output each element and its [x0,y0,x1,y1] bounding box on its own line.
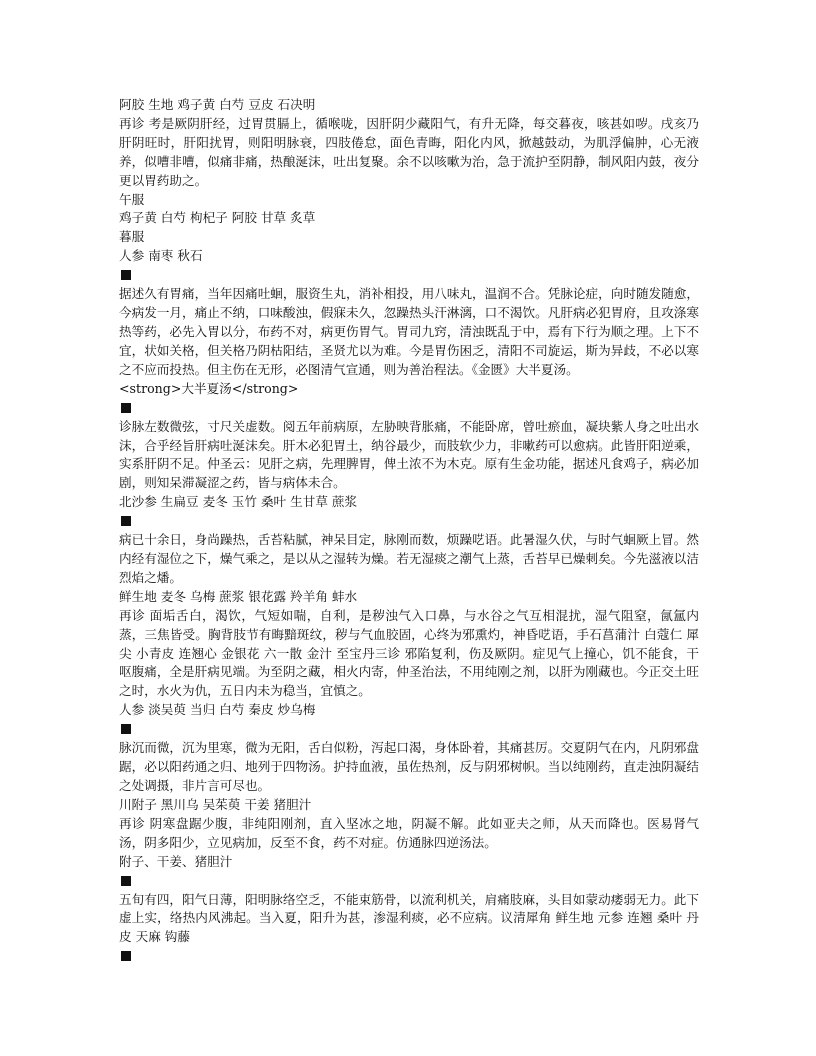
section-separator-square-icon [121,516,131,526]
section-separator-square-icon [121,951,131,961]
text-line: 鸡子黄 白芍 枸杞子 阿胶 甘草 炙草 [119,210,316,226]
text-line: 北沙参 生扁豆 麦冬 玉竹 桑叶 生甘草 蔗浆 [119,494,358,510]
text-line: 午服 [119,191,145,207]
text-paragraph: 五旬有四，阳气日薄，阳明脉络空乏，不能束筋骨，以流利机关，肩痛肢麻，头目如蒙动痿弱无力。此下虚上实，络热内风沸起。当入夏，阳升为甚，渗湿利痰，必不应病。议清犀角 鲜生地 元参 连翘 桑叶 丹皮 天麻 钩藤 [119,891,699,945]
text-paragraph: 再诊 考是厥阴肝经，过胃贯膈上，循喉咙，因肝阴少藏阳气，有升无降，每交暮夜，咳甚如哕。戌亥乃肝阴旺时，肝阳扰胃，则阳明脉衰，四肢倦怠，面色青晦，阳化内风，掀越鼓动，为肌浮偏肿，心无液养，似嘈非嘈，似痛非痛，热酿涎沫，吐出复聚。余不以咳嗽为治，急于流护至阴静，制风阳内鼓，夜分更以胃药助之。 [119,115,699,188]
section-separator-square-icon [121,724,131,734]
text-line: 暮服 [119,229,145,245]
text-line: 人参 淡吴萸 当归 白芍 秦皮 炒乌梅 [119,702,316,718]
text-line: 人参 南枣 秋石 [119,248,203,264]
text-paragraph: 脉沉而微，沉为里寒，微为无阳，舌白似粉，泻起口渴，身体卧着，其痛甚厉。交夏阴气在内，凡阴邪盘踞，必以阳药通之归、地列于四物汤。护持血液，虽佐热剂，反与阴邪树帜。当以纯刚药，直走浊阴凝结之处调摄，非片言可尽也。 [119,740,699,793]
text-line: 鲜生地 麦冬 乌梅 蔗浆 银花露 羚羊角 蚌水 [119,588,358,604]
text-paragraph: 据述久有胃痛，当年因痛吐蛔，服资生丸，消补相投，用八味丸，温润不合。凭脉论症，向时随发随愈，今病发一月，痛止不纳，口味酸浊，假寐未久，忽躁热头汗淋漓，口不渴饮。凡肝病必犯胃府，且攻涤寒热等药，必先入胃以分，布药不对，病更伤胃气。胃司九窍，清浊既乱于中，焉有下行为顺之理。上下不宜，状如关格，但关格乃阴枯阳结，圣贤尤以为难。今是胃伤困乏，清阳不司旋运，斯为异歧，不必以寒之不应而投热。但主伤在无形，必图清气宣通，则为善治程法。《金匮》大半夏汤。 [119,286,699,377]
text-paragraph: 诊脉左数微弦，寸尺关虚数。阅五年前病原，左胁映背胀痛，不能卧席，曾吐瘀血，凝块紫人身之吐出水沫，合乎经旨肝病吐涎沫矣。肝木必犯胃土，纳谷最少，而肢软少力，非嗽药可以愈病。此皆肝阳逆乘，实系肝阴不足。仲圣云：见肝之病，先理脾胃，俾土浓不为木克。原有生金功能，据述凡食鸡子，病必加剧，则知呆滞凝涩之药，皆与病体未合。 [119,418,699,491]
text-line: 附子、干姜、猪胆汁 [119,853,233,869]
section-separator-square-icon [121,403,131,413]
section-separator-square-icon [121,270,131,280]
text-paragraph: 再诊 阴寒盘踞少腹，非纯阳刚剂，直入坚冰之地，阴凝不解。此如亚夫之师，从天而降也。医易肾气汤，阴多阳少，立见病加，反至不食，药不对症。仿通脉四逆汤法。 [119,815,699,850]
document-page [119,96,699,966]
text-line: 阿胶 生地 鸡子黄 白芍 豆皮 石决明 [119,97,316,112]
text-line: 川附子 黑川乌 吴茱萸 干姜 猪胆汁 [119,796,312,812]
text-paragraph: 再诊 面垢舌白，渴饮，气短如喘，自利，是秽浊气入口鼻，与水谷之气互相混扰，湿气阻窒，氤氲内蒸，三焦皆受。胸背肢节有晦黯斑纹，秽与气血胶固，心终为邪熏灼，神昏呓语，手石菖蒲汁 白蔻仁 犀尖 小青皮 连翘心 金银花 六一散 金汁 至宝丹三诊 邪陷复利，伤及厥阴。症见气上撞心，饥不能食，干呕腹痛，全是肝病见端。为至阴之藏，相火内寄，仲圣治法，不用纯刚之剂，以肝为刚藏也。今正交土旺之时，水火为仇，五日内未为稳当，宜慎之。 [119,607,699,699]
text-line: <strong>大半夏汤</strong> [119,380,299,396]
text-paragraph: 病已十余日，身尚躁热，舌苔粘腻，神呆目定，脉刚而数，烦躁呓语。此暑湿久伏，与时气蛔厥上冒。然内经有湿位之下，燥气乘之，是以从之湿转为燥。若无湿痰之潮气上蒸，舌苔早已燥刺矣。今先滋液以洁烈焰之燔。 [119,532,699,585]
section-separator-square-icon [121,876,131,886]
